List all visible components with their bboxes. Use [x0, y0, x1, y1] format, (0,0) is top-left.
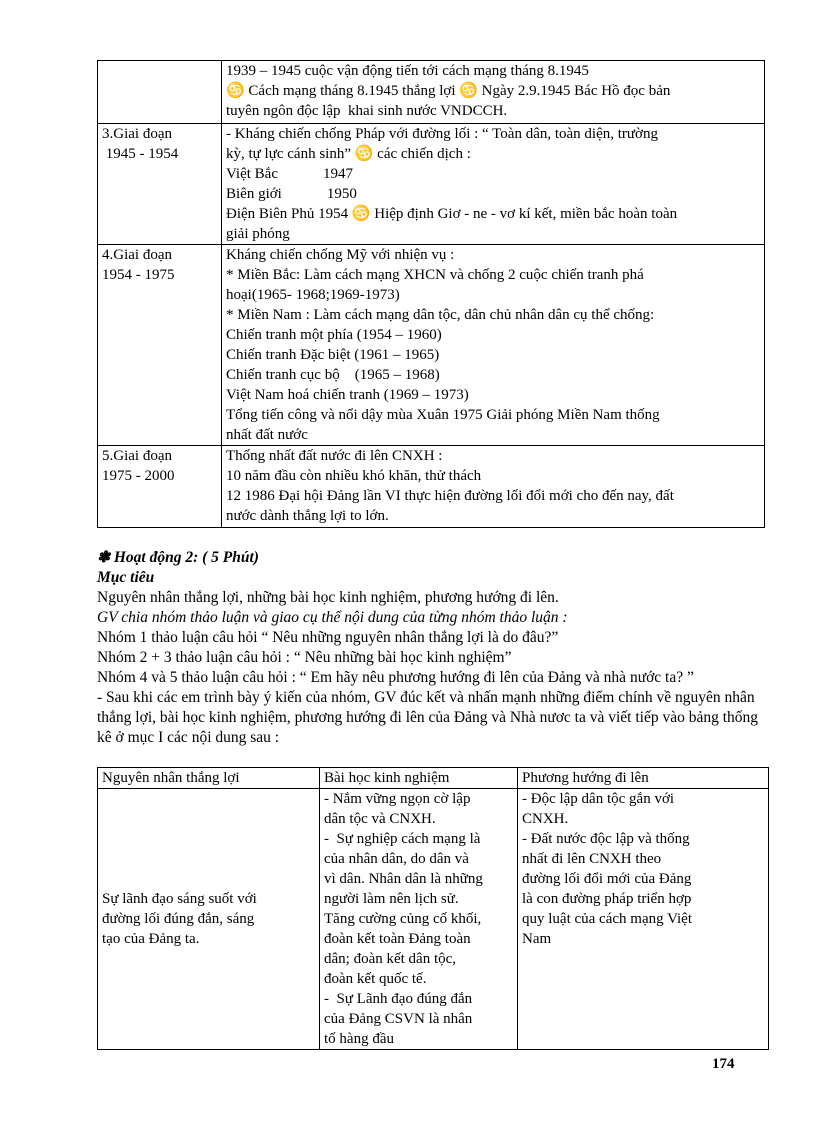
group-3-question: Nhóm 4 và 5 thảo luận câu hỏi : “ Em hãy nêu phương hướng đi lên của Đảng và nhà nước ta? ” — [97, 669, 694, 686]
text-line: - Độc lập dân tộc gắn với — [522, 791, 675, 807]
text-line: nhất đất nước — [226, 427, 308, 443]
text-line: đoàn kết quốc tế. — [324, 971, 427, 987]
header-lessons: Bài học kinh nghiệm — [320, 768, 518, 789]
text-line: CNXH. — [522, 811, 569, 827]
header-direction: Phương hướng đi lên — [518, 768, 769, 789]
text-line: Chiến tranh Đặc biệt (1961 – 1965) — [226, 347, 440, 363]
text-line: 12 1986 Đại hội Đảng lần VI thực hiện đường lối đổi mới cho đến nay, đất — [226, 488, 674, 504]
text-line: 1939 – 1945 cuộc vận động tiến tới cách mạng tháng 8.1945 — [226, 63, 589, 79]
text-line: Thống nhất đất nước đi lên CNXH : — [226, 448, 443, 464]
summary-table — [97, 767, 769, 1050]
text-line: ♋ Cách mạng tháng 8.1945 thắng lợi ♋ Ngày 2.9.1945 Bác Hồ đọc bản — [226, 83, 671, 99]
text-line: * Miền Nam : Làm cách mạng dân tộc, dân chủ nhân dân cụ thể chống: — [226, 307, 655, 323]
lessons-cell — [320, 789, 518, 1050]
objective-label: Mục tiêu — [97, 569, 155, 586]
stage-label: 4.Giai đoạn — [102, 247, 172, 263]
text-line: - Kháng chiến chống Pháp với đường lối : “ Toàn dân, toàn diện, trường — [226, 126, 658, 142]
text-line: dân tộc và CNXH. — [324, 811, 436, 827]
text-line: Việt Bắc 1947 — [226, 166, 353, 182]
group-1-question: Nhóm 1 thảo luận câu hỏi “ Nêu những nguyên nhân thắng lợi là do đâu?” — [97, 629, 559, 646]
text-line: nhất đi lên CNXH theo — [522, 851, 662, 867]
stage-cell — [98, 61, 222, 124]
page-number: 174 — [712, 1056, 735, 1072]
stage-cell — [98, 446, 222, 528]
text-line: đoàn kết toàn Đảng toàn — [324, 931, 471, 947]
text-line: - Nắm vững ngọn cờ lập — [324, 791, 471, 807]
text-line: người làm nên lịch sử. — [324, 891, 459, 907]
content-cell — [222, 61, 765, 124]
history-stages-table — [97, 60, 765, 528]
text-line: Việt Nam hoá chiến tranh (1969 – 1973) — [226, 387, 469, 403]
text-line: Tổng tiến công và nổi dậy mùa Xuân 1975 Giải phóng Miền Nam thống — [226, 407, 660, 423]
text-line: quy luật của cách mạng Việt — [522, 911, 693, 927]
header-row — [98, 768, 769, 789]
text-line: dân; đoàn kết dân tộc, — [324, 951, 457, 967]
text-line: của Đảng CSVN là nhân — [324, 1011, 473, 1027]
cause-cell — [98, 789, 320, 1050]
text-line: là con đường pháp triển hợp — [522, 891, 692, 907]
text-line: kỳ, tự lực cánh sinh” ♋ các chiến dịch : — [226, 146, 471, 162]
text-line: Nam — [522, 931, 552, 947]
stage-years: 1945 - 1954 — [102, 146, 179, 162]
table-row — [98, 245, 765, 446]
text-line: vì dân. Nhân dân là những — [324, 871, 483, 887]
text-line: - Sự Lãnh đạo đúng đắn — [324, 991, 473, 1007]
text-line: 10 năm đầu còn nhiều khó khăn, thử thách — [226, 468, 482, 484]
stage-label: 5.Giai đoạn — [102, 448, 172, 464]
text-line: - Sự nghiệp cách mạng là — [324, 831, 481, 847]
text-line: tuyên ngôn độc lập khai sinh nước VNDCCH. — [226, 103, 508, 119]
table-row — [98, 446, 765, 528]
stage-years: 1975 - 2000 — [102, 468, 175, 484]
table-row — [98, 61, 765, 124]
text-line: đường lối đúng đắn, sáng — [102, 911, 255, 927]
text-line: Sự lãnh đạo sáng suốt với — [102, 891, 257, 907]
direction-cell — [518, 789, 769, 1050]
activity-heading: ❃ Hoạt động 2: ( 5 Phút) — [97, 549, 259, 566]
text-line: Kháng chiến chống Mỹ với nhiện vụ : — [226, 247, 455, 263]
text-line: Biên giới 1950 — [226, 186, 357, 202]
text-line: của nhân dân, do dân và — [324, 851, 469, 867]
text-line: Chiến tranh cục bộ (1965 – 1968) — [226, 367, 440, 383]
content-cell — [222, 245, 765, 446]
text-line: tạo của Đảng ta. — [102, 931, 200, 947]
objective-text: Nguyên nhân thắng lợi, những bài học kinh nghiệm, phương hướng đi lên. — [97, 589, 559, 606]
text-line: Điện Biên Phủ 1954 ♋ Hiệp định Giơ - ne - vơ kí kết, miền bắc hoàn toàn — [226, 206, 678, 222]
header-cause: Nguyên nhân thắng lợi — [98, 768, 320, 789]
text-line: Chiến tranh một phía (1954 – 1960) — [226, 327, 442, 343]
text-line: hoại(1965- 1968;1969-1973) — [226, 287, 400, 303]
text-line: giải phóng — [226, 226, 290, 242]
summary-paragraph: - Sau khi các em trình bày ý kiến của nhóm, GV đúc kết và nhấn mạnh những điểm chính về nguyên nhân thắng lợi, bài học kinh nghiệm, phương hướng đi lên của Đảng và Nhà nươc ta và viết tiếp vào bảng thống kê ở mục I các nội dung sau : — [97, 689, 759, 746]
text-line: tố hàng đầu — [324, 1031, 394, 1047]
text-line: - Đất nước độc lập và thống — [522, 831, 690, 847]
content-cell — [222, 446, 765, 528]
stage-cell — [98, 245, 222, 446]
text-line: đường lối đổi mới của Đảng — [522, 871, 692, 887]
text-line: nước dành thắng lợi to lớn. — [226, 508, 389, 524]
text-line: Tăng cường củng cố khối, — [324, 911, 482, 927]
table-row — [98, 124, 765, 245]
activity-section — [97, 548, 769, 748]
stage-label: 3.Giai đoạn — [102, 126, 172, 142]
content-cell — [222, 124, 765, 245]
stage-cell — [98, 124, 222, 245]
stage-years: 1954 - 1975 — [102, 267, 175, 283]
group-2-question: Nhóm 2 + 3 thảo luận câu hỏi : “ Nêu những bài học kinh nghiệm” — [97, 649, 512, 666]
text-line: * Miền Bắc: Làm cách mạng XHCN và chống 2 cuộc chiến tranh phá — [226, 267, 644, 283]
table-row — [98, 789, 769, 1050]
teacher-note: GV chia nhóm thảo luận và giao cụ thể nội dung của từng nhóm thảo luận : — [97, 609, 568, 626]
